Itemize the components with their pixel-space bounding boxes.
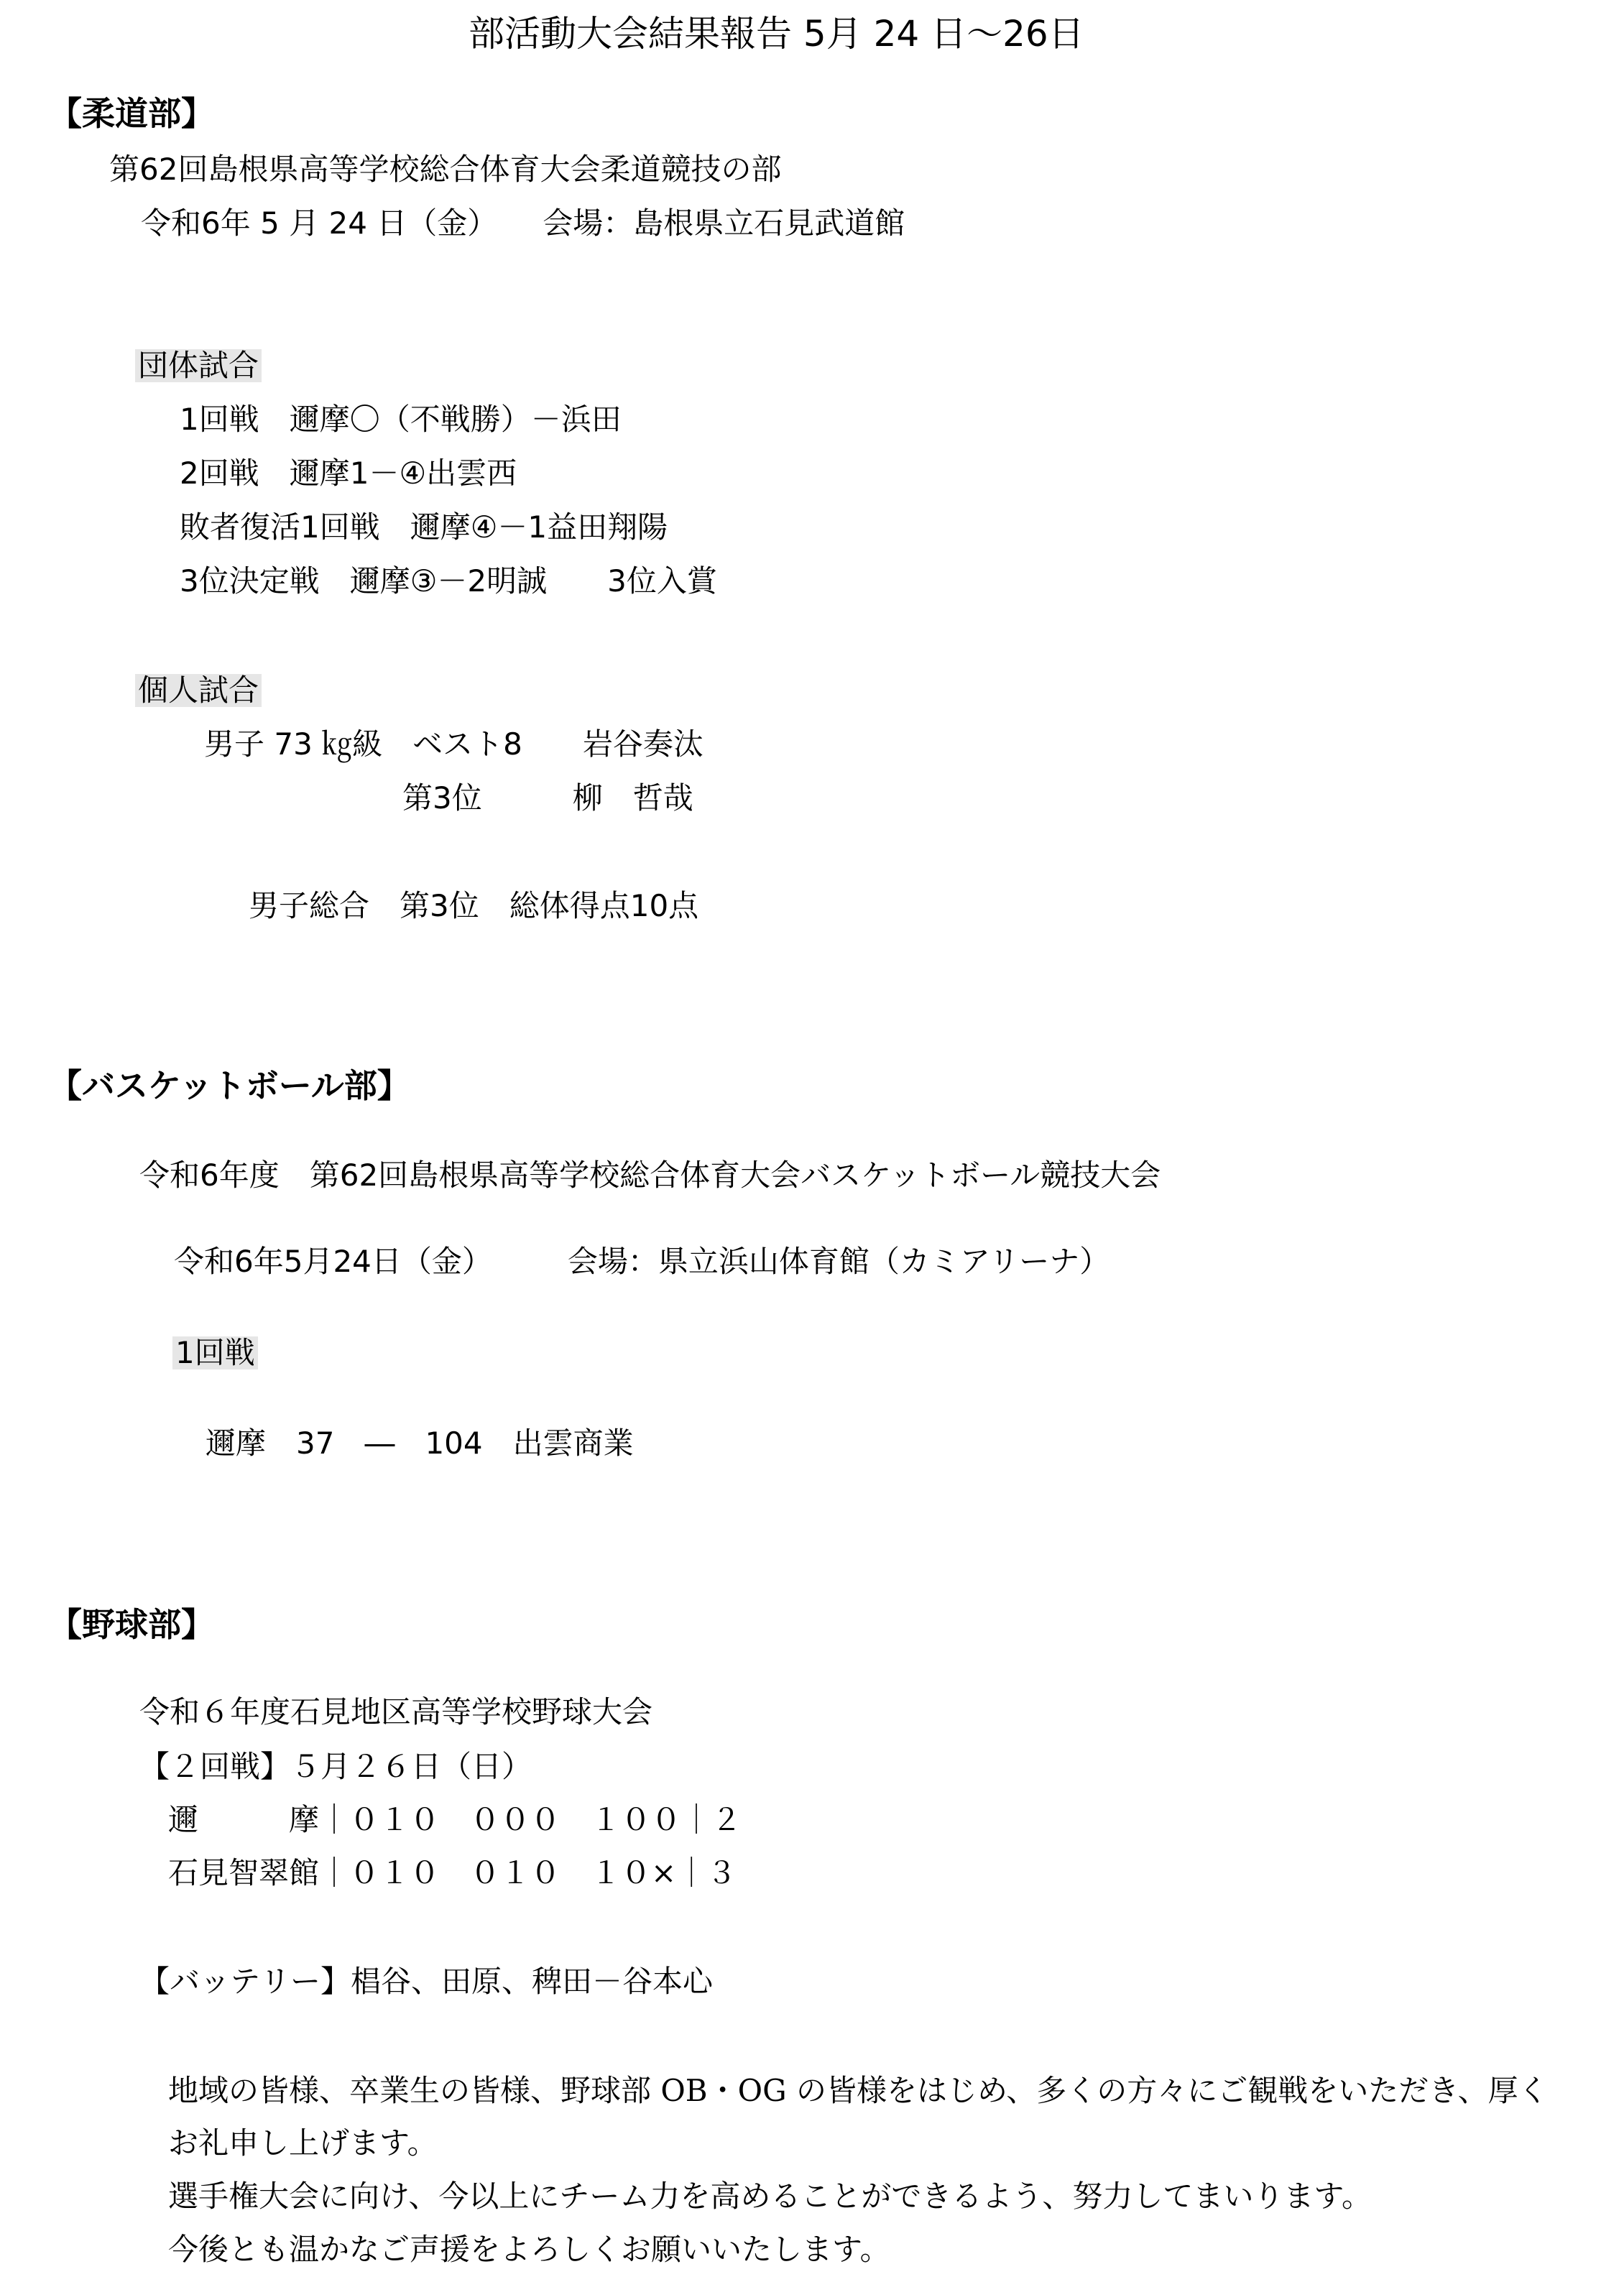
basketball-date-venue: 令和6年5月24日（金） 会場：県立浜山体育館（カミアリーナ） bbox=[174, 1244, 1110, 1279]
judo-team-result: 1回戦 邇摩〇（不戦勝）－浜田 bbox=[180, 402, 622, 437]
judo-team-label: 団体試合 bbox=[135, 349, 262, 382]
basketball-tournament: 令和6年度 第62回島根県高等学校総合体育大会バスケットボール競技大会 bbox=[139, 1158, 1161, 1193]
baseball-score-row: 石見智翠館｜０１０ ０１０ １０×｜３ bbox=[168, 1855, 737, 1890]
basketball-heading: 【バスケットボール部】 bbox=[49, 1066, 410, 1105]
judo-individual-result: 第3位 柳 哲哉 bbox=[402, 780, 693, 816]
baseball-battery: 【バッテリー】椙谷、田原、稗田－谷本心 bbox=[139, 1964, 714, 1999]
judo-heading: 【柔道部】 bbox=[49, 94, 214, 133]
basketball-result: 邇摩 37 ― 104 出雲商業 bbox=[206, 1426, 634, 1461]
baseball-message-line: お礼申し上げます。 bbox=[168, 2125, 438, 2161]
baseball-heading: 【野球部】 bbox=[49, 1605, 214, 1644]
judo-team-result: 敗者復活1回戦 邇摩④－1益田翔陽 bbox=[180, 509, 668, 545]
baseball-score-row: 邇 摩｜０１０ ０００ １００｜２ bbox=[168, 1802, 742, 1837]
baseball-round: 【２回戦】５月２６日（日） bbox=[139, 1749, 532, 1784]
judo-tournament: 第62回島根県高等学校総合体育大会柔道競技の部 bbox=[109, 152, 782, 187]
baseball-tournament: 令和６年度石見地区高等学校野球大会 bbox=[139, 1694, 653, 1729]
judo-team-result: 2回戦 邇摩1－④出雲西 bbox=[180, 456, 517, 491]
page-title: 部活動大会結果報告 5月 24 日～26日 bbox=[469, 13, 1084, 55]
baseball-message-line: 選手権大会に向け、今以上にチーム力を高めることができるよう、努力してまいります。 bbox=[168, 2179, 1372, 2214]
judo-date-venue: 令和6年 5 月 24 日（金） 会場：島根県立石見武道館 bbox=[141, 205, 905, 241]
basketball-round-label: 1回戦 bbox=[172, 1336, 258, 1369]
judo-individual-label: 個人試合 bbox=[135, 674, 262, 707]
baseball-message-line: 今後とも温かなご声援をよろしくお願いいたします。 bbox=[168, 2232, 890, 2267]
judo-overall-result: 男子総合 第3位 総体得点10点 bbox=[249, 888, 699, 923]
judo-team-result: 3位決定戦 邇摩③－2明誠 3位入賞 bbox=[180, 563, 717, 599]
baseball-message-line: 地域の皆様、卒業生の皆様、野球部 OB・OG の皆様をはじめ、多くの方々にご観戦をいただき、厚く bbox=[168, 2073, 1549, 2108]
judo-individual-result: 男子 73 ㎏級 ベスト8 岩谷奏汰 bbox=[204, 726, 703, 762]
